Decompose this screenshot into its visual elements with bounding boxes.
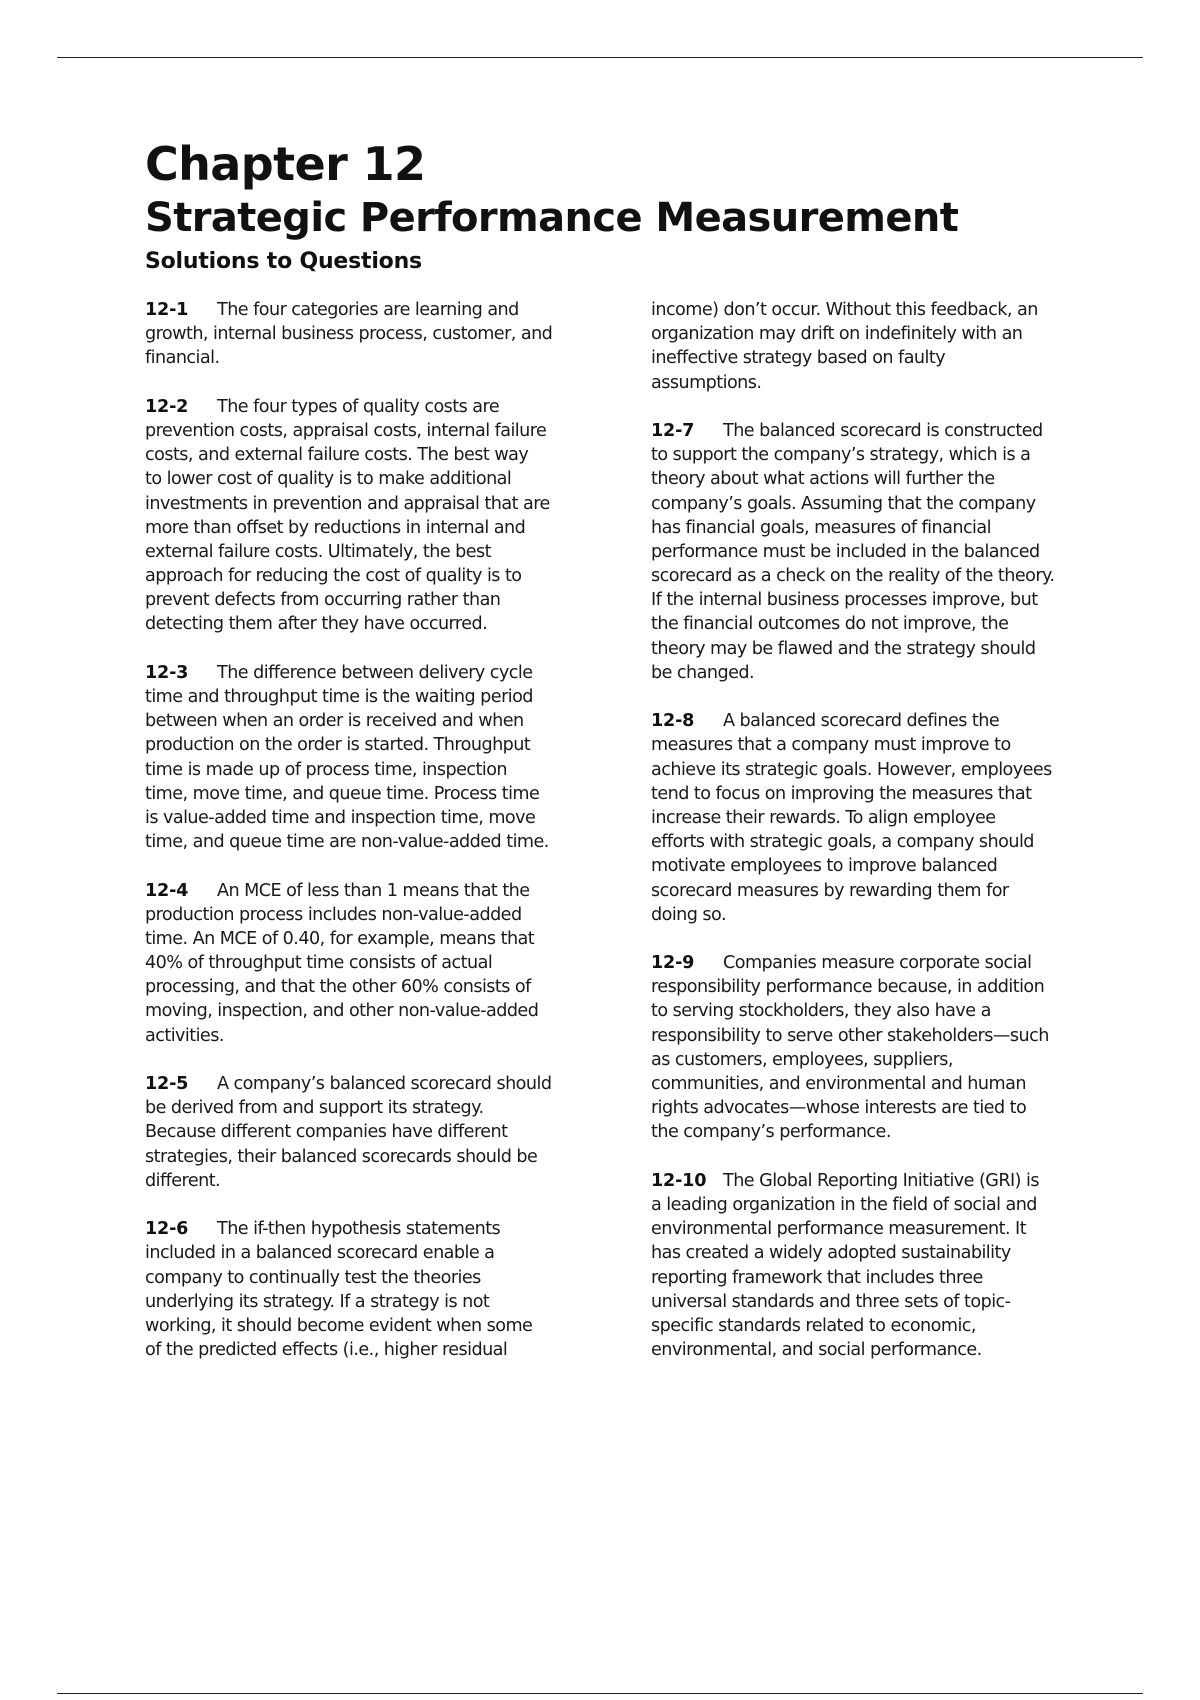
answer-line: be derived from and support its strategy. [145, 1098, 484, 1119]
answer-line: between when an order is received and when [145, 711, 524, 732]
chapter-title: Chapter 12 [145, 137, 426, 191]
top-rule [57, 57, 1143, 58]
answer-12-6 [145, 1217, 585, 1362]
answer-line: the company’s performance. [651, 1122, 891, 1143]
answer-line: strategies, their balanced scorecards should be [145, 1146, 538, 1167]
answer-number: 12-4 [145, 880, 189, 901]
answer-line: company’s goals. Assuming that the company [651, 493, 1036, 514]
answer-line: prevent defects from occurring rather than [145, 590, 501, 611]
chapter-subtitle: Strategic Performance Measurement [145, 195, 959, 241]
answer-line: growth, internal business process, customer, and [145, 324, 553, 345]
answer-line: The balanced scorecard is constructed [723, 420, 1043, 441]
answer-line: has created a widely adopted sustainability [651, 1243, 1011, 1264]
answer-12-3 [145, 661, 585, 855]
section-heading: Solutions to Questions [145, 249, 422, 274]
answer-line: underlying its strategy. If a strategy is not [145, 1291, 490, 1312]
answer-line: processing, and that the other 60% consists of [145, 977, 531, 998]
answer-line: reporting framework that includes three [651, 1267, 983, 1288]
answer-line: scorecard measures by rewarding them for [651, 880, 1009, 901]
answer-line: The difference between delivery cycle [217, 662, 533, 683]
answer-line: external failure costs. Ultimately, the best [145, 541, 492, 562]
answer-line: income) don’t occur. Without this feedback, an [651, 300, 1038, 320]
answer-12-2 [145, 395, 585, 637]
answer-line: increase their rewards. To align employee [651, 807, 996, 828]
answer-line: theory may be flawed and the strategy should [651, 638, 1036, 659]
answer-12-8 [651, 709, 1096, 927]
answer-line: The four categories are learning and [217, 300, 519, 320]
bottom-rule [57, 1693, 1143, 1694]
answer-line: Companies measure corporate social [723, 953, 1032, 974]
answer-line: specific standards related to economic, [651, 1315, 976, 1336]
left-column [145, 298, 585, 1362]
answer-line: time and throughput time is the waiting period [145, 687, 533, 707]
answer-line: motivate employees to improve balanced [651, 856, 998, 877]
answer-line: included in a balanced scorecard enable a [145, 1243, 495, 1264]
answer-line: prevention costs, appraisal costs, internal failure [145, 420, 547, 441]
answer-line: to lower cost of quality is to make additional [145, 469, 512, 490]
answer-line: theory about what actions will further the [651, 469, 995, 490]
answer-line: A balanced scorecard defines the [723, 711, 1000, 732]
answer-number: 12-3 [145, 662, 189, 683]
answer-line: costs, and external failure costs. The best way [145, 445, 529, 466]
answer-line: moving, inspection, and other non-value-added [145, 1001, 539, 1022]
answer-line: is value-added time and inspection time, move [145, 807, 536, 828]
answer-line: A company’s balanced scorecard should [217, 1074, 552, 1094]
answer-line: The if-then hypothesis statements [217, 1219, 501, 1240]
answer-line: universal standards and three sets of topic- [651, 1291, 1011, 1312]
answer-line: be changed. [651, 662, 755, 683]
answer-line: company to continually test the theories [145, 1267, 481, 1288]
answer-line: rights advocates—whose interests are tied to [651, 1098, 1027, 1119]
answer-line: If the internal business processes improve, but [651, 590, 1038, 611]
answer-line: environmental performance measurement. It [651, 1219, 1027, 1240]
answer-line: An MCE of less than 1 means that the [217, 880, 530, 901]
answer-line: financial. [145, 348, 220, 369]
answer-line: achieve its strategic goals. However, employees [651, 759, 1052, 780]
answer-number: 12-2 [145, 396, 189, 417]
answer-line: performance must be included in the balanced [651, 541, 1040, 562]
answer-line: as customers, employees, suppliers, [651, 1049, 953, 1070]
answer-line: production on the order is started. Throughput [145, 735, 531, 756]
answer-number: 12-8 [651, 711, 695, 732]
right-column [651, 298, 1096, 1362]
answer-line: The four types of quality costs are [217, 396, 500, 417]
answer-line: Because different companies have different [145, 1122, 508, 1143]
answer-line: communities, and environmental and human [651, 1074, 1026, 1094]
answer-line: to support the company’s strategy, which is a [651, 445, 1031, 466]
answer-line: time, move time, and queue time. Process time [145, 783, 540, 804]
answer-line: more than offset by reductions in internal and [145, 517, 526, 538]
answer-line: time, and queue time are non-value-added time. [145, 832, 549, 853]
answer-number: 12-1 [145, 300, 189, 320]
answer-line: The Global Reporting Initiative (GRI) is [723, 1170, 1039, 1191]
answer-line: assumptions. [651, 372, 762, 393]
answer-line: responsibility performance because, in addition [651, 977, 1045, 998]
answer-12-1 [145, 298, 585, 371]
answer-number: 12-6 [145, 1219, 189, 1240]
answer-number: 12-5 [145, 1074, 189, 1094]
answer-line: working, it should become evident when some [145, 1315, 533, 1336]
answer-line: approach for reducing the cost of quality is to [145, 566, 522, 587]
answer-line: to serving stockholders, they also have a [651, 1001, 991, 1022]
answer-12-6-continued [651, 298, 1096, 395]
answer-line: different. [145, 1170, 221, 1191]
answer-line: detecting them after they have occurred. [145, 614, 488, 635]
answer-line: the financial outcomes do not improve, the [651, 614, 1009, 635]
answer-line: time is made up of process time, inspection [145, 759, 508, 780]
answer-line: doing so. [651, 904, 726, 925]
answer-line: production process includes non-value-added [145, 904, 522, 925]
answer-line: ineffective strategy based on faulty [651, 348, 946, 369]
answer-line: environmental, and social performance. [651, 1340, 982, 1361]
answer-12-5 [145, 1072, 585, 1193]
answer-line: of the predicted effects (i.e., higher residual [145, 1340, 508, 1361]
answer-12-10 [651, 1169, 1096, 1363]
answer-line: activities. [145, 1025, 224, 1046]
answer-line: scorecard as a check on the reality of the theory. [651, 566, 1055, 587]
answer-line: responsibility to serve other stakeholders—such [651, 1025, 1049, 1046]
answer-line: organization may drift on indefinitely with an [651, 324, 1023, 345]
answer-number: 12-9 [651, 953, 695, 974]
answer-line: 40% of throughput time consists of actual [145, 953, 493, 974]
answer-number: 12-7 [651, 420, 695, 441]
answer-line: efforts with strategic goals, a company should [651, 832, 1034, 853]
answer-line: a leading organization in the field of social and [651, 1194, 1037, 1215]
answer-number: 12-10 [651, 1170, 707, 1191]
answer-line: measures that a company must improve to [651, 735, 1011, 756]
answer-line: time. An MCE of 0.40, for example, means that [145, 928, 535, 949]
answer-12-7 [651, 419, 1096, 685]
answer-12-9 [651, 951, 1096, 1145]
answer-line: tend to focus on improving the measures that [651, 783, 1032, 804]
answer-12-4 [145, 879, 585, 1048]
answer-line: investments in prevention and appraisal that are [145, 493, 550, 514]
answer-line: has financial goals, measures of financial [651, 517, 991, 538]
